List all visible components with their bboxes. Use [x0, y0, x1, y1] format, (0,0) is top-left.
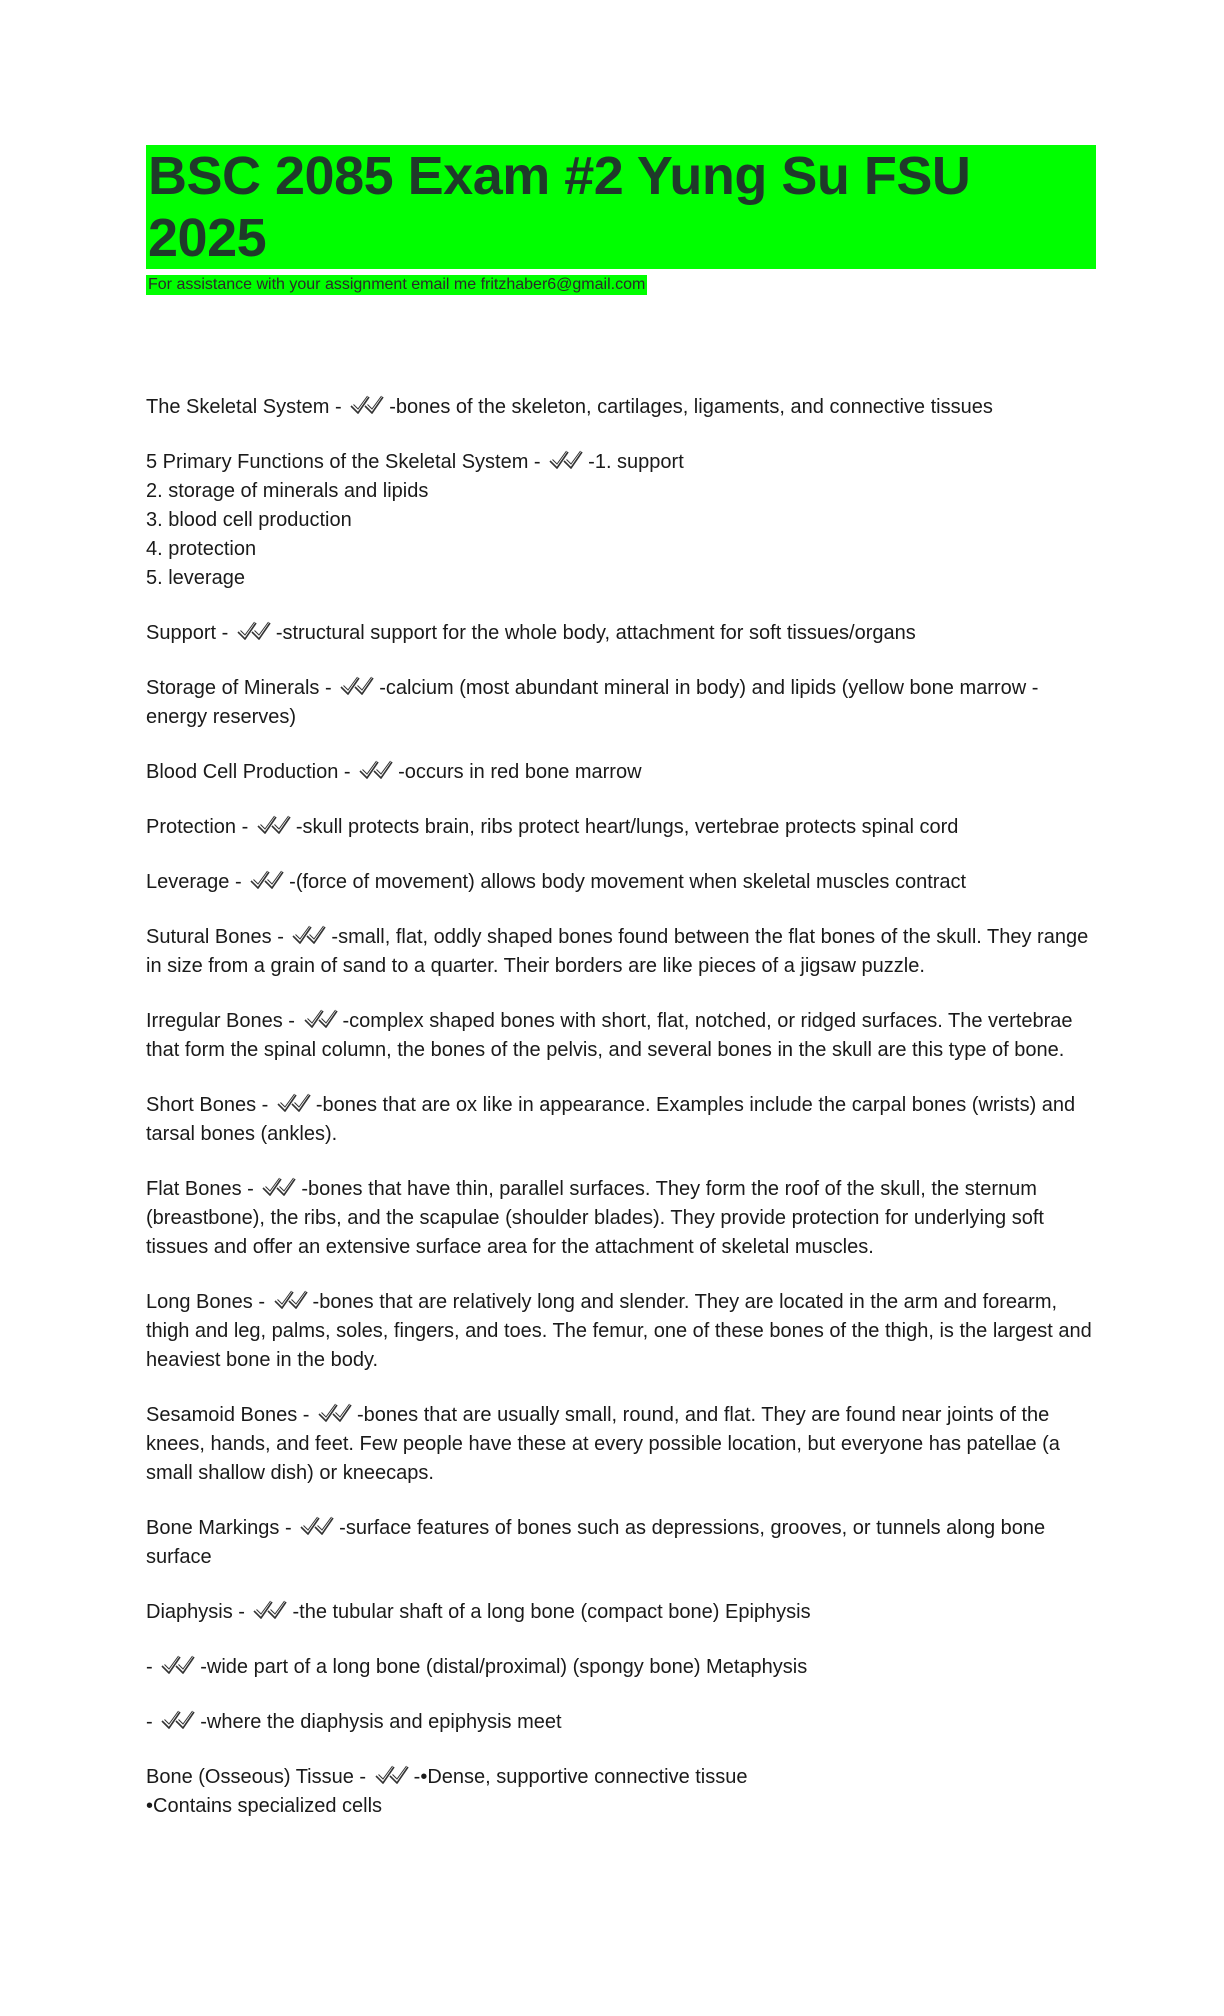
entry-term: Support -	[146, 622, 234, 644]
entry-text: -structural support for the whole body, attachment for soft tissues/organs	[275, 622, 916, 644]
flashcard-entry	[146, 1175, 1096, 1262]
entry-line	[146, 506, 1096, 535]
double-checkmark-icon	[358, 759, 398, 781]
flashcard-entry	[146, 1708, 1096, 1737]
entry-text: -occurs in red bone marrow	[398, 761, 642, 783]
flashcard-entry	[146, 619, 1096, 648]
entry-first-line	[146, 1763, 1096, 1792]
entry-text: -bones of the skeleton, cartilages, ligaments, and connective tissues	[389, 396, 993, 418]
entry-text: 5. leverage	[146, 567, 245, 589]
entry-first-line	[146, 1708, 1096, 1737]
double-checkmark-icon	[261, 1176, 301, 1198]
entry-text: -bones that have thin, parallel surfaces. They form the roof of the skull, the sternum (breastbone), the ribs, and the scapulae (shoulder blades). They provide protection for underlying soft tissues and offer an extensive surface area for the attachment of skeletal muscles.	[146, 1178, 1044, 1258]
entry-first-line	[146, 1288, 1096, 1375]
double-checkmark-icon	[256, 814, 296, 836]
flashcard-entry	[146, 868, 1096, 897]
entry-first-line	[146, 923, 1096, 981]
entry-term: -	[146, 1656, 159, 1678]
double-checkmark-icon	[252, 1599, 292, 1621]
flashcard-entry	[146, 1763, 1096, 1821]
entry-text: -1. support	[588, 451, 684, 473]
entry-first-line	[146, 758, 1096, 787]
document-title: BSC 2085 Exam #2 Yung Su FSU 2025	[146, 145, 1096, 269]
document-subtitle: For assistance with your assignment email me fritzhaber6@gmail.com	[148, 276, 646, 293]
flashcard-entry	[146, 758, 1096, 787]
entry-term: Diaphysis -	[146, 1601, 251, 1623]
entry-first-line	[146, 448, 1096, 477]
entry-term: -	[146, 1711, 159, 1733]
flashcard-entry	[146, 1653, 1096, 1682]
entry-first-line	[146, 393, 1096, 422]
flashcard-entry	[146, 674, 1096, 732]
double-checkmark-icon	[339, 675, 379, 697]
entry-line	[146, 477, 1096, 506]
double-checkmark-icon	[273, 1289, 313, 1311]
flashcard-entry	[146, 1514, 1096, 1572]
entry-first-line	[146, 1091, 1096, 1149]
entry-term: Bone Markings -	[146, 1517, 298, 1539]
entry-text: -(force of movement) allows body movement when skeletal muscles contract	[289, 871, 967, 893]
entry-text: 4. protection	[146, 538, 257, 560]
entry-first-line	[146, 1514, 1096, 1572]
double-checkmark-icon	[291, 924, 331, 946]
flashcard-list	[146, 393, 1096, 1821]
flashcard-entry	[146, 923, 1096, 981]
flashcard-entry	[146, 393, 1096, 422]
entry-text: -bones that are usually small, round, and flat. They are found near joints of the knees, hands, and feet. Few people have these at every possible location, but everyone has patellae (a small shallow dish) or kneecaps.	[146, 1404, 1060, 1484]
entry-first-line	[146, 1175, 1096, 1262]
entry-text: -small, flat, oddly shaped bones found between the flat bones of the skull. They range in size from a grain of sand to a quarter. Their borders are like pieces of a jigsaw puzzle.	[146, 926, 1089, 977]
double-checkmark-icon	[317, 1402, 357, 1424]
double-checkmark-icon	[276, 1092, 316, 1114]
entry-term: Blood Cell Production -	[146, 761, 357, 783]
flashcard-entry	[146, 813, 1096, 842]
double-checkmark-icon	[349, 394, 389, 416]
entry-term: Flat Bones -	[146, 1178, 260, 1200]
entry-first-line	[146, 619, 1096, 648]
entry-first-line	[146, 1401, 1096, 1488]
entry-text: •Contains specialized cells	[146, 1795, 383, 1817]
entry-text: -surface features of bones such as depressions, grooves, or tunnels along bone surface	[146, 1517, 1046, 1568]
entry-first-line	[146, 868, 1096, 897]
entry-text: -bones that are ox like in appearance. Examples include the carpal bones (wrists) and tarsal bones (ankles).	[146, 1094, 1076, 1145]
double-checkmark-icon	[374, 1764, 414, 1786]
flashcard-entry	[146, 1401, 1096, 1488]
entry-text: -where the diaphysis and epiphysis meet	[200, 1711, 562, 1733]
entry-line	[146, 564, 1096, 593]
double-checkmark-icon	[160, 1654, 200, 1676]
entry-term: Sesamoid Bones -	[146, 1404, 315, 1426]
entry-text: 2. storage of minerals and lipids	[146, 480, 429, 502]
entry-term: Irregular Bones -	[146, 1010, 301, 1032]
entry-first-line	[146, 1598, 1096, 1627]
entry-first-line	[146, 1007, 1096, 1065]
entry-text: -skull protects brain, ribs protect heart/lungs, vertebrae protects spinal cord	[295, 816, 959, 838]
subtitle-block	[146, 275, 1096, 295]
document-page	[146, 145, 1096, 1847]
flashcard-entry	[146, 1091, 1096, 1149]
entry-term: Protection -	[146, 816, 254, 838]
entry-term: Bone (Osseous) Tissue -	[146, 1766, 372, 1788]
double-checkmark-icon	[160, 1709, 200, 1731]
entry-first-line	[146, 674, 1096, 732]
entry-text: -calcium (most abundant mineral in body) and lipids (yellow bone marrow - energy reserves)	[146, 677, 1039, 728]
double-checkmark-icon	[299, 1515, 339, 1537]
entry-line	[146, 1792, 1096, 1821]
entry-text: -the tubular shaft of a long bone (compact bone) Epiphysis	[292, 1601, 811, 1623]
entry-text: -wide part of a long bone (distal/proximal) (spongy bone) Metaphysis	[200, 1656, 808, 1678]
flashcard-entry	[146, 448, 1096, 593]
entry-term: Short Bones -	[146, 1094, 274, 1116]
double-checkmark-icon	[236, 620, 276, 642]
entry-first-line	[146, 1653, 1096, 1682]
entry-term: 5 Primary Functions of the Skeletal System -	[146, 451, 547, 473]
double-checkmark-icon	[548, 449, 588, 471]
flashcard-entry	[146, 1288, 1096, 1375]
title-block	[146, 145, 1096, 269]
double-checkmark-icon	[249, 869, 289, 891]
double-checkmark-icon	[303, 1008, 343, 1030]
entry-text: -bones that are relatively long and slender. They are located in the arm and forearm, thigh and leg, palms, soles, fingers, and toes. The femur, one of these bones of the thigh, is the largest and heaviest bone in the body.	[146, 1291, 1092, 1371]
entry-term: Long Bones -	[146, 1291, 271, 1313]
entry-term: The Skeletal System -	[146, 396, 348, 418]
entry-line	[146, 535, 1096, 564]
flashcard-entry	[146, 1598, 1096, 1627]
entry-term: Storage of Minerals -	[146, 677, 338, 699]
flashcard-entry	[146, 1007, 1096, 1065]
entry-term: Leverage -	[146, 871, 248, 893]
entry-text: -•Dense, supportive connective tissue	[413, 1766, 748, 1788]
entry-term: Sutural Bones -	[146, 926, 290, 948]
entry-first-line	[146, 813, 1096, 842]
entry-text: 3. blood cell production	[146, 509, 352, 531]
entry-text: -complex shaped bones with short, flat, notched, or ridged surfaces. The vertebrae that form the spinal column, the bones of the pelvis, and several bones in the skull are this type of bone.	[146, 1010, 1073, 1061]
